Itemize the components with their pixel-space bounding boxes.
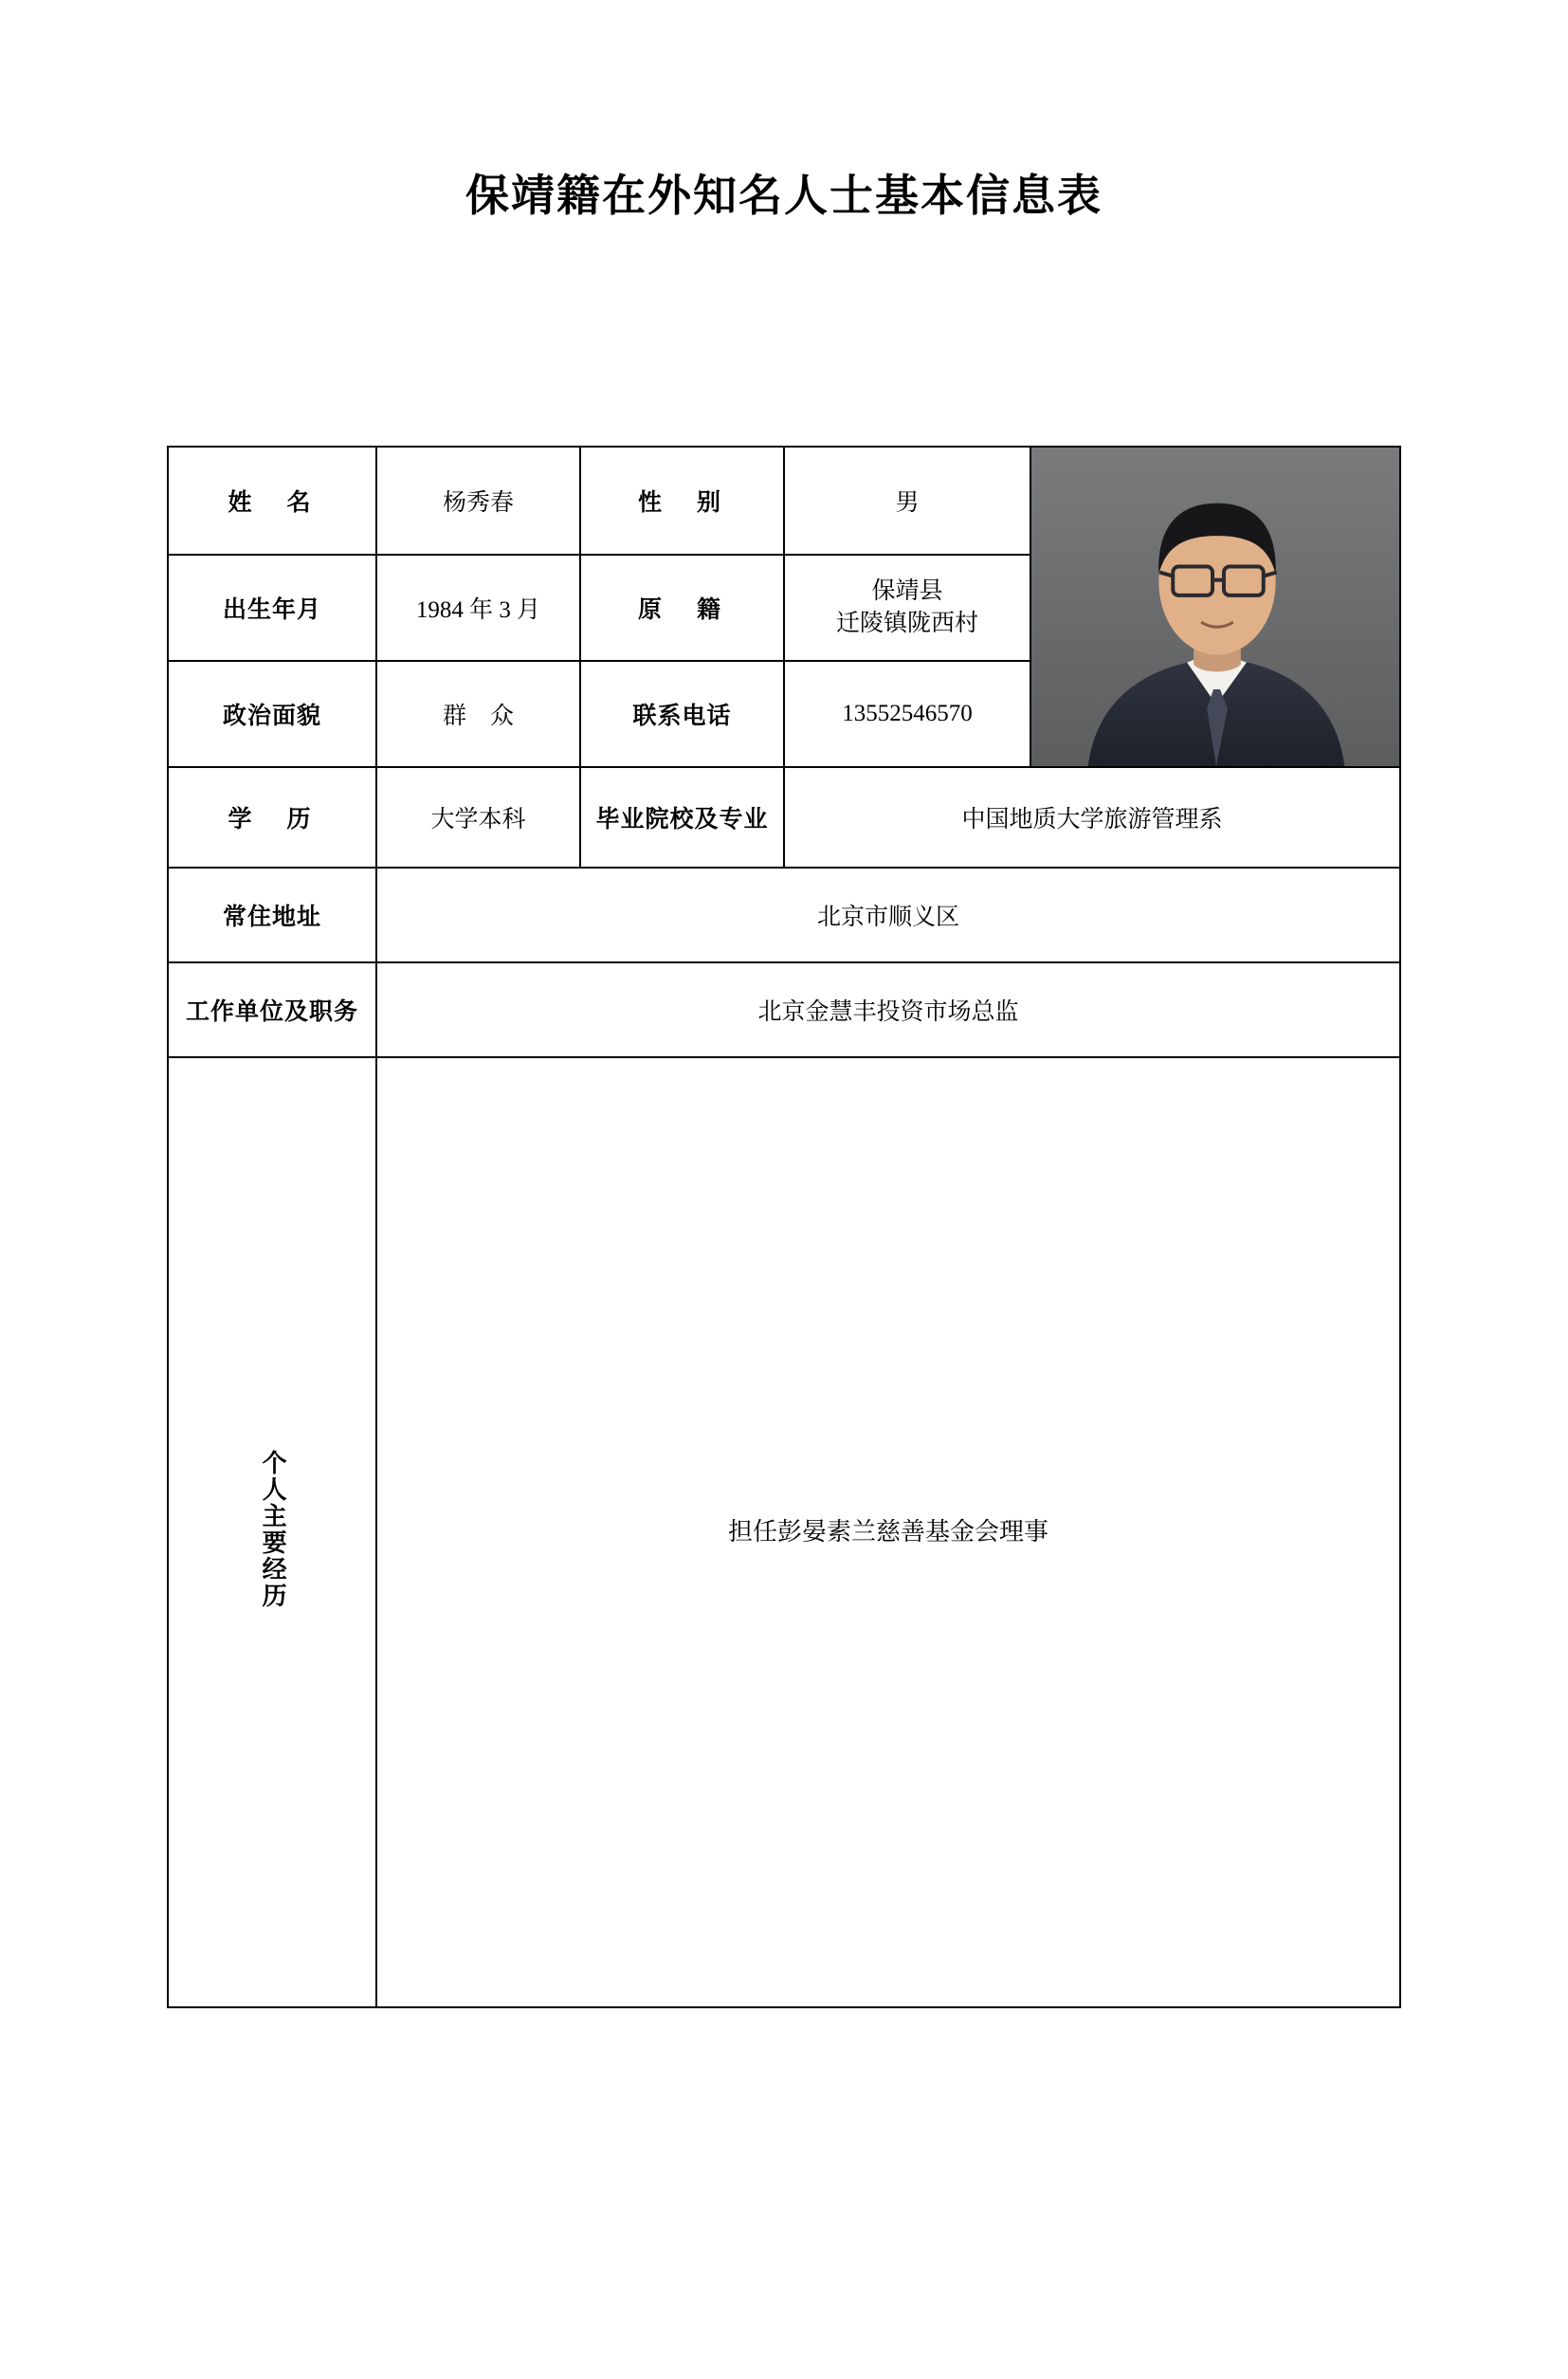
value-school: 中国地质大学旅游管理系 <box>784 767 1400 868</box>
value-phone: 13552546570 <box>784 661 1030 767</box>
page-title: 保靖籍在外知名人士基本信息表 <box>465 172 1103 220</box>
label-phone: 联系电话 <box>580 661 784 767</box>
label-address: 常住地址 <box>168 868 376 962</box>
label-origin: 原 籍 <box>580 555 784 661</box>
value-origin-line2: 迁陵镇陇西村 <box>835 611 978 636</box>
value-experience-cell <box>376 1057 1400 2007</box>
label-work: 工作单位及职务 <box>168 962 376 1057</box>
value-gender: 男 <box>784 447 1030 555</box>
value-birth: 1984 年 3 月 <box>376 555 580 661</box>
value-work: 北京金慧丰投资市场总监 <box>376 962 1400 1057</box>
table-row <box>168 962 1400 1057</box>
label-birth: 出生年月 <box>168 555 376 661</box>
portrait-photo <box>1031 448 1399 766</box>
value-origin-line1: 保靖县 <box>871 578 943 605</box>
label-experience: 个人主要经历 <box>259 1449 287 1609</box>
value-political: 群 众 <box>376 661 580 767</box>
document-page <box>0 161 1568 2379</box>
value-name: 杨秀春 <box>376 447 580 555</box>
value-education: 大学本科 <box>376 767 580 868</box>
table-row <box>168 868 1400 962</box>
label-gender: 性 别 <box>580 447 784 555</box>
label-school: 毕业院校及专业 <box>580 767 784 868</box>
info-table-wrapper <box>167 446 1399 2008</box>
label-name: 姓 名 <box>168 447 376 555</box>
table-row <box>168 1057 1400 2007</box>
table-row <box>168 767 1400 868</box>
value-origin <box>784 555 1030 661</box>
value-experience: 担任彭晏素兰慈善基金会理事 <box>727 1518 1048 1546</box>
value-address: 北京市顺义区 <box>376 868 1400 962</box>
info-table <box>167 446 1401 2008</box>
photo-cell <box>1030 447 1400 767</box>
label-political: 政治面貌 <box>168 661 376 767</box>
table-row <box>168 447 1400 555</box>
label-experience-cell <box>168 1057 376 2007</box>
label-education: 学 历 <box>168 767 376 868</box>
